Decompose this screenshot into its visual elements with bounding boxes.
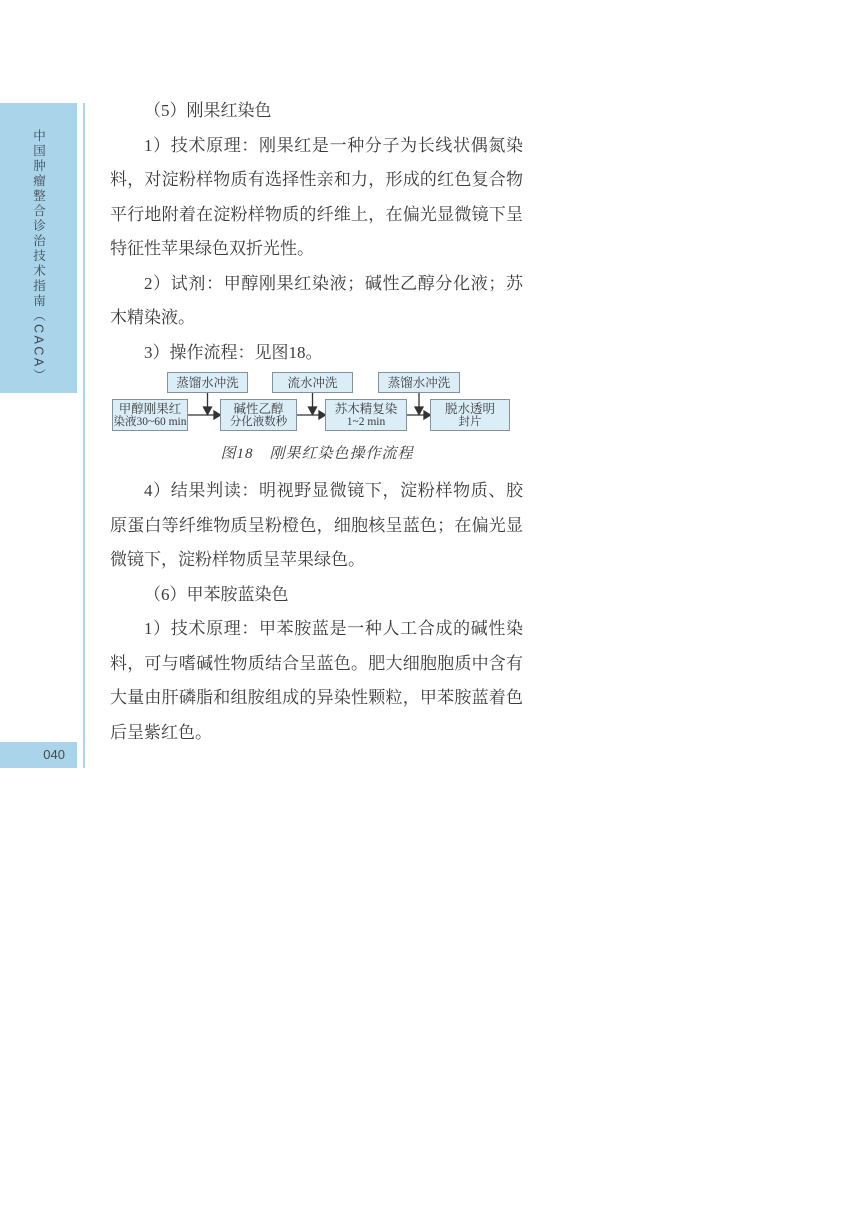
- flow-step-box-2: [220, 399, 297, 431]
- flow-box-sublabel: 分化液数秒: [229, 415, 288, 428]
- text-line: 料，对淀粉样物质有选择性亲和力，形成的红色复合物: [110, 170, 523, 189]
- flow-box-label: 碱性乙醇: [233, 401, 284, 416]
- page-number: 040: [43, 747, 65, 762]
- text-line: 4）结果判读：明视野显微镜下，淀粉样物质、胶: [144, 481, 523, 500]
- sidebar-title-band: [0, 103, 77, 393]
- section-heading-5: （5）刚果红染色: [144, 101, 272, 120]
- sidebar-title: 中国肿瘤整合诊治技术指南（CACA）: [31, 129, 46, 384]
- flow-box-sublabel: 染液30~60 min: [113, 415, 187, 428]
- figure-18-flowchart: [110, 370, 524, 434]
- text-block-upper: [110, 94, 523, 370]
- text-line: 1）技术原理：刚果红是一种分子为长线状偶氮染: [144, 135, 523, 155]
- flow-box-sublabel: 1~2 min: [346, 415, 386, 428]
- page-number-badge: [0, 742, 77, 768]
- section-heading-6: （6）甲苯胺蓝染色: [144, 584, 289, 604]
- flow-rinse-box-1: [167, 372, 248, 393]
- flow-step-box-3: [325, 399, 407, 431]
- text-block-lower: [110, 474, 523, 750]
- text-line: 原蛋白等纤维物质呈粉橙色，细胞核呈蓝色；在偏光显: [110, 515, 523, 535]
- flow-step-box-4: [430, 399, 510, 431]
- text-line: 后呈紫红色。: [110, 722, 212, 742]
- flow-box-label: 流水冲洗: [287, 375, 338, 390]
- flow-rinse-box-3: [378, 372, 460, 393]
- flow-box-label: 脱水透明: [444, 401, 495, 416]
- text-line: 大量由肝磷脂和组胺组成的异染性颗粒，甲苯胺蓝着色: [110, 688, 523, 707]
- figure-caption: 图18 刚果红染色操作流程: [220, 446, 414, 462]
- text-line: 料，可与嗜碱性物质结合呈蓝色。肥大细胞胞质中含有: [110, 653, 523, 673]
- text-line: 木精染液。: [110, 308, 195, 327]
- text-line: 2）试剂：甲醇刚果红染液；碱性乙醇分化液；苏: [144, 273, 523, 293]
- text-line: 1）技术原理：甲苯胺蓝是一种人工合成的碱性染: [144, 619, 523, 638]
- flow-box-label: 蒸馏水冲洗: [387, 375, 451, 390]
- flow-step-box-1: [112, 399, 188, 431]
- flow-box-sublabel: 封片: [458, 415, 482, 428]
- flow-box-label: 苏木精复染: [334, 401, 398, 416]
- text-line: 3）操作流程：见图18。: [144, 342, 323, 362]
- flow-box-label: 蒸馏水冲洗: [176, 375, 239, 390]
- sidebar-divider-line: [83, 103, 85, 768]
- flow-box-label: 甲醇刚果红: [118, 401, 182, 416]
- flow-rinse-box-2: [272, 372, 353, 393]
- text-line: 特征性苹果绿色双折光性。: [110, 239, 314, 258]
- text-line: 平行地附着在淀粉样物质的纤维上，在偏光显微镜下呈: [110, 204, 523, 224]
- text-line: 微镜下，淀粉样物质呈苹果绿色。: [110, 550, 365, 569]
